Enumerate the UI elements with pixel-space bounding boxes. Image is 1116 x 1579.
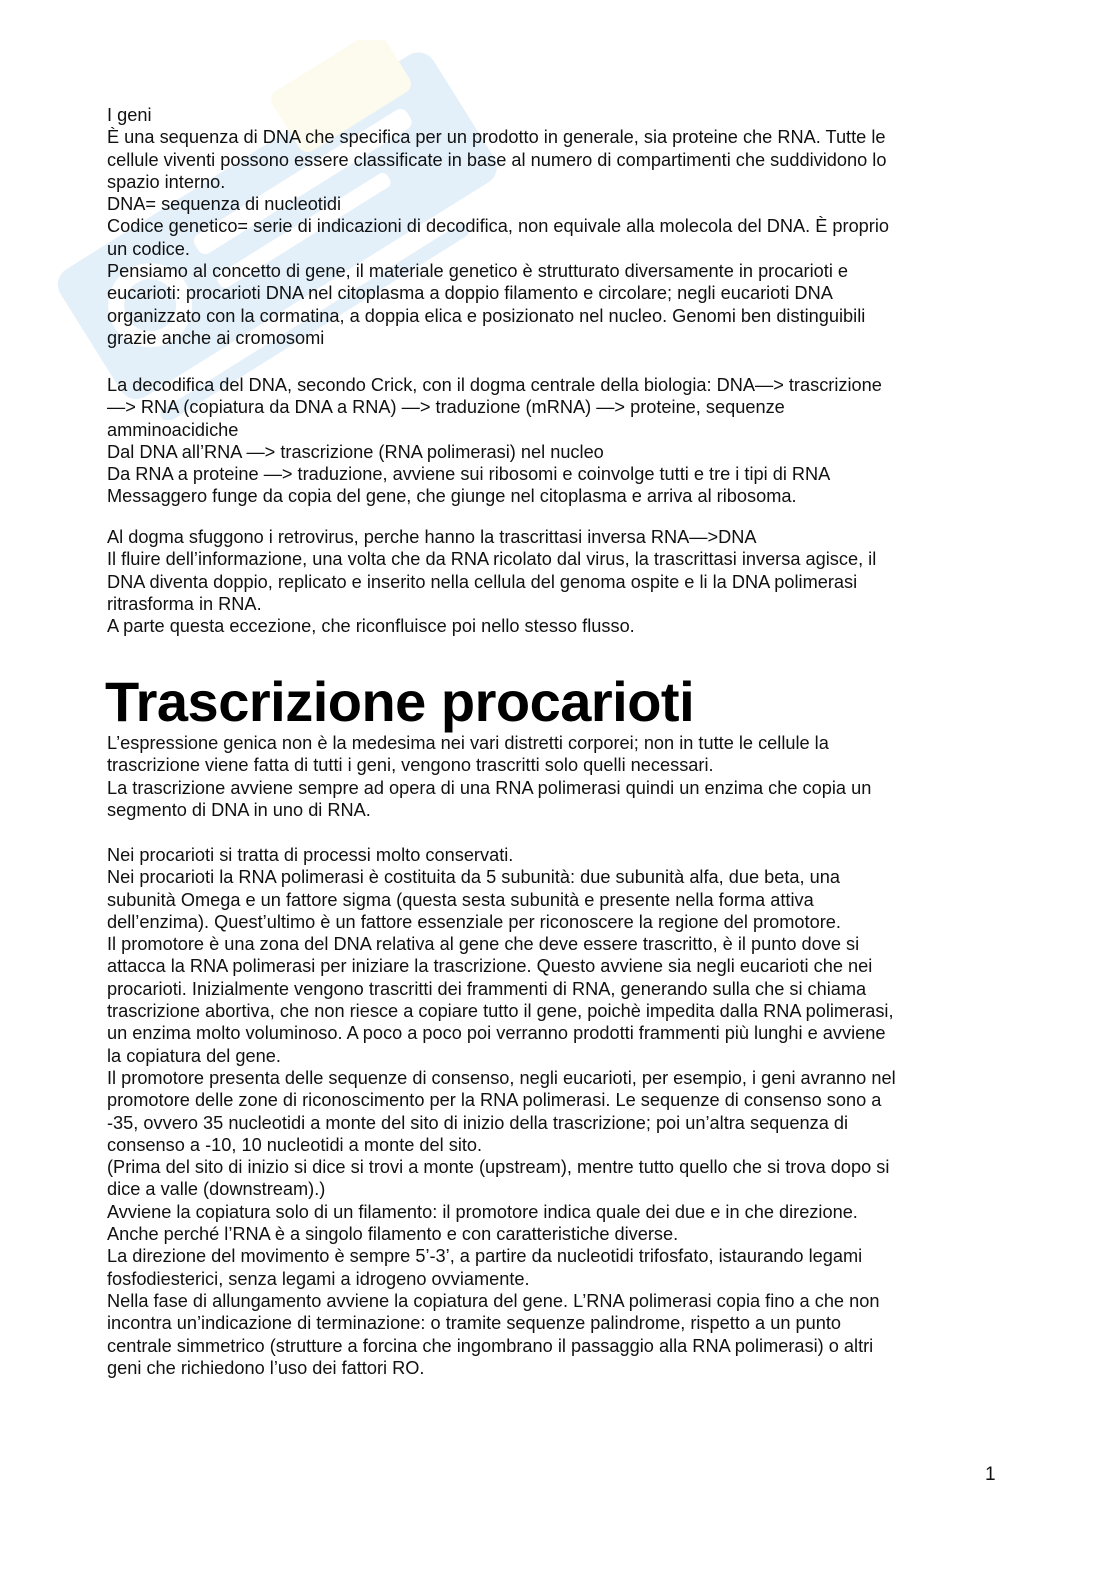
text-line: Da RNA a proteine —> traduzione, avviene sui ribosomi e coinvolge tutti e tre i tipi di RNA [107,464,831,485]
text-line: Pensiamo al concetto di gene, il materiale genetico è strutturato diversamente in procarioti e [107,261,849,282]
text-line: È una sequenza di DNA che specifica per un prodotto in generale, sia proteine che RNA. Tutte le [107,127,886,148]
text-line: trascrizione abortiva, che non riesce a copiare tutto il gene, poichè impedita dalla RNA polimerasi, [107,1001,894,1022]
text-line: spazio interno. [107,171,226,192]
text-line: Al dogma sfuggono i retrovirus, perche hanno la trascrittasi inversa RNA—>DNA [107,527,757,547]
text-line: attacca la RNA polimerasi per iniziare la trascrizione. Questo avviene sia negli eucarioti che nei [107,956,873,977]
text-line: -35, ovvero 35 nucleotidi a monte del sito di inizio della trascrizione; poi un’altra sequenza di [107,1112,849,1133]
espressione-section [107,732,1007,821]
text-line: L’espressione genica non è la medesima nei vari distretti corporei; non in tutte le cellule la [107,733,829,753]
text-line: incontra un’indicazione di terminazione: o tramite sequenze palindrome, rispetto a un punto [107,1313,842,1334]
text-line: segmento di DNA in uno di RNA. [107,799,371,820]
text-line: promotore delle zone di riconoscimento per la RNA polimerasi. Le sequenze di consenso sono a [107,1090,882,1111]
procarioti-section [107,844,1007,1379]
text-line: Nei procarioti la RNA polimerasi è costituita da 5 subunità: due subunità alfa, due beta, una [107,867,840,888]
text-line: cellule viventi possono essere classificate in base al numero di compartimenti che suddividono lo [107,149,887,170]
text-line: Il fluire dell’informazione, una volta che da RNA ricolato dal virus, la trascrittasi inversa agisce, il [107,549,877,570]
text-line: Anche perché l’RNA è a singolo filamento e con caratteristiche diverse. [107,1224,679,1245]
text-line: ritrasforma in RNA. [107,593,262,614]
text-line: fosfodiesterici, senza legami a idrogeno ovviamente. [107,1268,530,1289]
text-line: amminoacidiche [107,419,239,440]
text-line: Dal DNA all’RNA —> trascrizione (RNA polimerasi) nel nucleo [107,441,604,462]
text-line: dice a valle (downstream).) [107,1179,326,1200]
intro-section [107,104,1007,349]
text-line: DNA= sequenza di nucleotidi [107,194,342,215]
text-line: Nei procarioti si tratta di processi molto conservati. [107,845,514,865]
text-line: eucarioti: procarioti DNA nel citoplasma a doppio filamento e circolare; negli eucarioti DNA [107,283,833,304]
text-line: La direzione del movimento è sempre 5’-3’, a partire da nucleotidi trifosfato, istaurando legami [107,1246,863,1267]
text-line: A parte questa eccezione, che riconfluisce poi nello stesso flusso. [107,616,635,637]
text-line: Codice genetico= serie di indicazioni di decodifica, non equivale alla molecola del DNA. È proprio [107,216,890,237]
text-line: un codice. [107,238,190,259]
text-line: subunità Omega e un fattore sigma (questa sesta subunità e presente nella forma attiva [107,889,814,910]
text-line: Nella fase di allungamento avviene la copiatura del gene. L’RNA polimerasi copia fino a che non [107,1290,880,1311]
text-line: dell’enzima). Quest’ultimo è un fattore essenziale per riconoscere la regione del promotore. [107,911,841,932]
text-line: centrale simmetrico (strutture a forcina che ingombrano il passaggio alla RNA polimerasi) o altri [107,1335,874,1356]
text-line: grazie anche ai cromosomi [107,327,325,348]
text-line: un enzima molto voluminoso. A poco a poco poi verranno prodotti frammenti più lunghi e avviene [107,1023,886,1044]
section-heading: Trascrizione procarioti [105,670,695,733]
text-line: Messaggero funge da copia del gene, che giunge nel citoplasma e arriva al ribosoma. [107,486,797,507]
text-line: Il promotore è una zona del DNA relativa al gene che deve essere trascritto, è il punto dove si [107,934,860,955]
retrovirus-section [107,526,1007,637]
text-line: procarioti. Inizialmente vengono trascritti dei frammenti di RNA, generando sulla che si chiama [107,978,867,999]
text-line: —> RNA (copiatura da DNA a RNA) —> traduzione (mRNA) —> proteine, sequenze [107,397,785,418]
text-line: trascrizione viene fatta di tutti i geni, vengono trascritti solo quelli necessari. [107,755,714,776]
text-line: consenso a -10, 10 nucleotidi a monte del sito. [107,1134,483,1155]
page-number: 1 [985,1464,996,1485]
text-line: la copiatura del gene. [107,1045,281,1066]
text-line: I geni [107,105,152,125]
text-line: Il promotore presenta delle sequenze di consenso, negli eucarioti, per esempio, i geni avranno nel [107,1067,896,1088]
text-line: (Prima del sito di inizio si dice si trovi a monte (upstream), mentre tutto quello che si trova dopo si [107,1157,890,1178]
text-line: DNA diventa doppio, replicato e inserito nella cellula del genoma ospite e li la DNA polimerasi [107,571,858,592]
text-line: La trascrizione avviene sempre ad opera di una RNA polimerasi quindi un enzima che copia un [107,777,872,798]
dogma-section [107,374,1007,508]
text-line: La decodifica del DNA, secondo Crick, con il dogma centrale della biologia: DNA—> trascrizione [107,375,882,395]
text-line: Avviene la copiatura solo di un filamento: il promotore indica quale dei due e in che direzione. [107,1201,858,1222]
text-line: organizzato con la cormatina, a doppia elica e posizionato nel nucleo. Genomi ben distinguibili [107,305,866,326]
text-line: geni che richiedono l’uso dei fattori RO. [107,1357,425,1378]
